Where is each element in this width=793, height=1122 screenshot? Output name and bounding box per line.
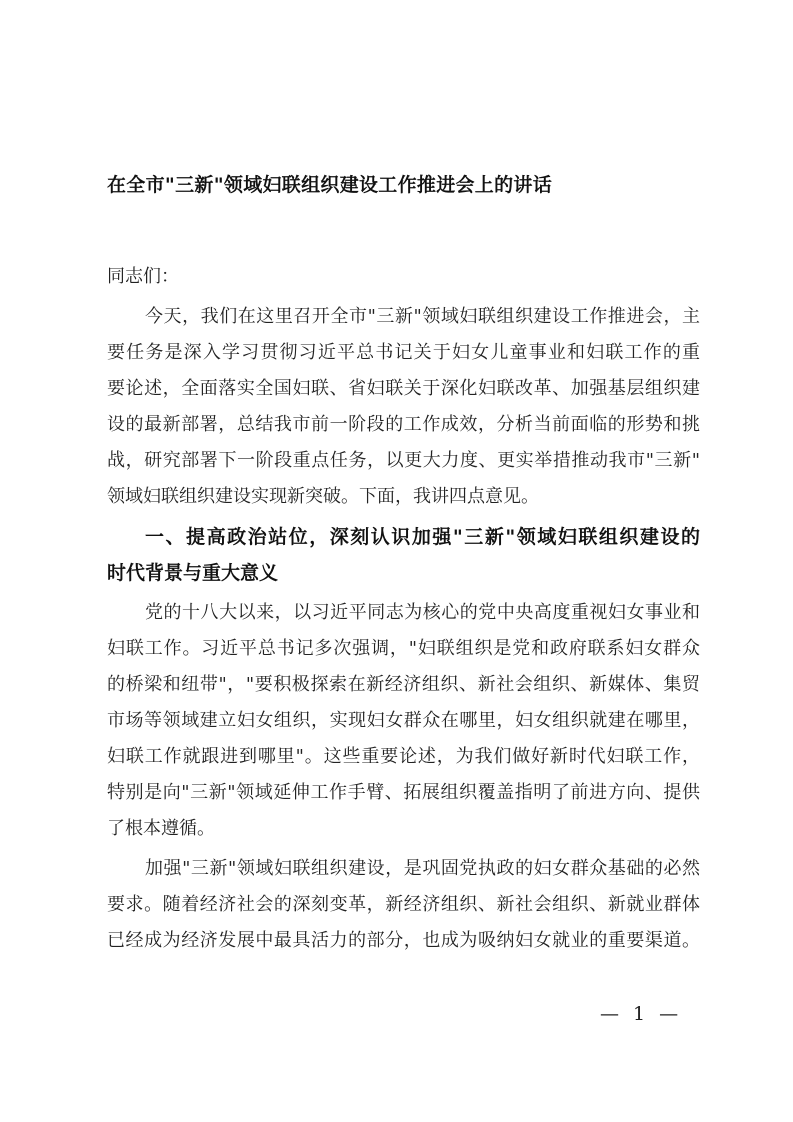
text-line: 已经成为经济发展中最具活力的部分，也成为吸纳妇女就业的重要渠道。 <box>107 930 700 951</box>
text-line: 要论述，全面落实全国妇联、省妇联关于深化妇联改革、加强基层组织建 <box>107 378 700 399</box>
text-line: 今天，我们在这里召开全市"三新"领域妇联组织建设工作推进会，主 <box>145 306 700 327</box>
paragraph <box>107 851 700 959</box>
salutation <box>107 259 700 295</box>
text-line: 特别是向"三新"领域延伸工作手臂、拓展组织覆盖指明了前进方向、提供 <box>107 782 700 803</box>
text-line: 领域妇联组织建设实现新突破。下面，我讲四点意见。 <box>107 486 539 507</box>
text-line: 时代背景与重大意义 <box>107 562 279 584</box>
text-line: 党的十八大以来，以习近平同志为核心的党中央高度重视妇女事业和 <box>145 602 700 623</box>
text-line: 的桥梁和纽带"，"要积极探索在新经济组织、新社会组织、新媒体、集贸 <box>107 674 700 695</box>
paragraph <box>107 595 700 847</box>
text-line: 要求。随着经济社会的深刻变革，新经济组织、新社会组织、新就业群体 <box>107 894 700 915</box>
section-heading <box>107 519 700 591</box>
text-line: 一、提高政治站位，深刻认识加强"三新"领域妇联组织建设的 <box>145 526 700 548</box>
text-line: 了根本遵循。 <box>107 818 215 839</box>
page-number: — 1 — <box>600 1003 683 1025</box>
document-title: 在全市"三新"领域妇联组织建设工作推进会上的讲话 <box>107 174 552 196</box>
text-line: 加强"三新"领域妇联组织建设，是巩固党执政的妇女群众基础的必然 <box>145 858 700 879</box>
text-line: 战，研究部署下一阶段重点任务，以更大力度、更实举措推动我市"三新" <box>107 450 700 471</box>
text-line: 妇联工作就跟进到哪里"。这些重要论述，为我们做好新时代妇联工作， <box>107 746 700 767</box>
text-line: 要任务是深入学习贯彻习近平总书记关于妇女儿童事业和妇联工作的重 <box>107 342 700 363</box>
text-line: 设的最新部署，总结我市前一阶段的工作成效，分析当前面临的形势和挑 <box>107 414 700 435</box>
text-line: 市场等领域建立妇女组织，实现妇女群众在哪里，妇女组织就建在哪里， <box>107 710 700 731</box>
text-line: 妇联工作。习近平总书记多次强调，"妇联组织是党和政府联系妇女群众 <box>107 638 700 659</box>
paragraph <box>107 299 700 515</box>
text-line: 同志们： <box>107 266 179 287</box>
document-body <box>107 255 700 959</box>
